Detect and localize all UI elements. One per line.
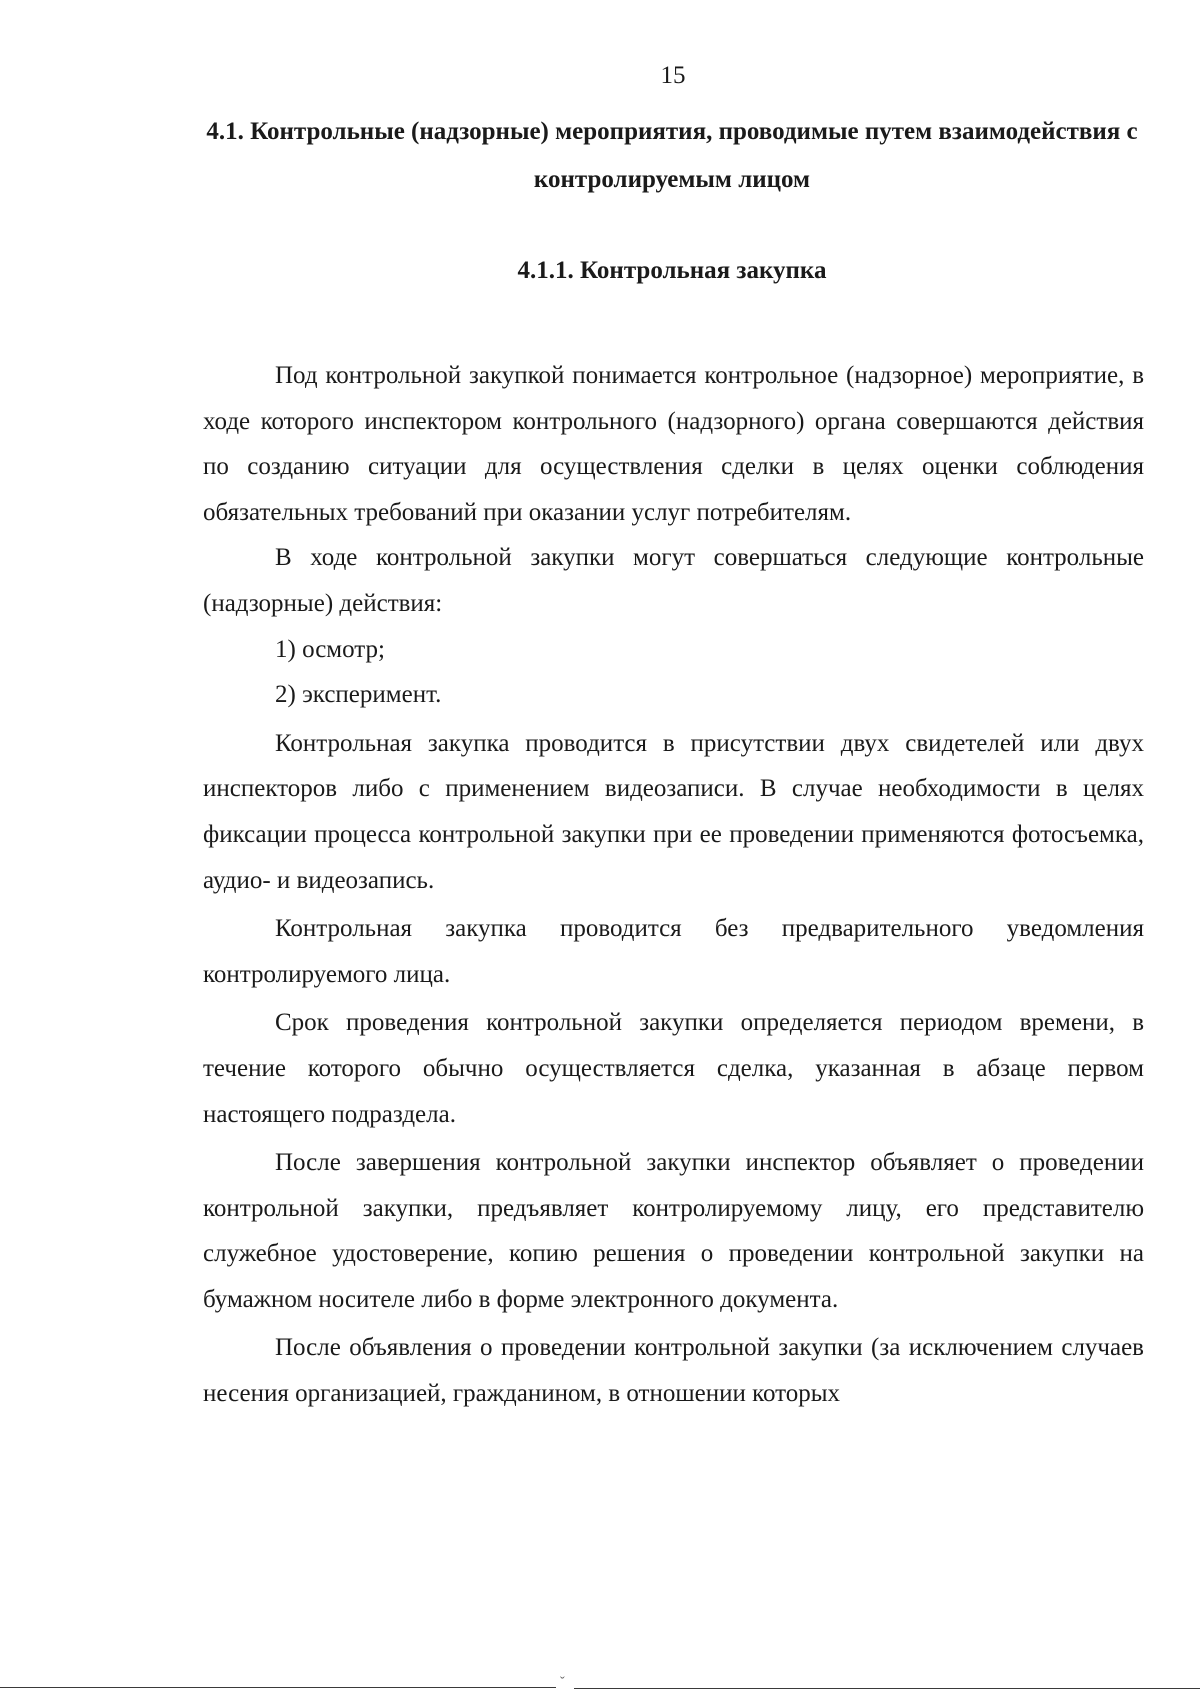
paragraph-duration: Срок проведения контрольной закупки определяется периодом времени, в течение которого обычно осуществляется сделка, указанная в абзаце первом настоящего подраздела. bbox=[203, 1009, 1144, 1128]
bottom-rule-left bbox=[0, 1687, 556, 1688]
section-title: 4.1. Контрольные (надзорные) мероприятия, проводимые путем взаимодействия с контролируемым лицом bbox=[206, 118, 1138, 193]
page-number: 15 bbox=[660, 62, 686, 89]
paragraph-witnesses: Контрольная закупка проводится в присутствии двух свидетелей или двух инспекторов либо с применением видеозаписи. В случае необходимости в целях фиксации процесса контрольной закупки при ее проведении применяются фотосъемка, аудио- и видеозапись. bbox=[203, 729, 1144, 894]
paragraph-actions-intro: В ходе контрольной закупки могут совершаться следующие контрольные (надзорные) действия: bbox=[203, 544, 1144, 617]
paragraph-after-completion: После завершения контрольной закупки инспектор объявляет о проведении контрольной закупки, предъявляет контролируемому лицу, его представителю служебное удостоверение, копию решения о проведении контрольной закупки на бумажном носителе либо в форме электронного документа. bbox=[203, 1149, 1144, 1313]
list-item-inspection: 1) осмотр; bbox=[275, 635, 385, 663]
list-item-experiment: 2) эксперимент. bbox=[275, 681, 442, 709]
subsection-title: 4.1.1. Контрольная закупка bbox=[517, 257, 827, 284]
paragraph-after-announcement: После объявления о проведении контрольной закупки (за исключением случаев несения организацией, гражданином, в отношении которых bbox=[203, 1334, 1144, 1408]
paragraph-no-notice: Контрольная закупка проводится без предварительного уведомления контролируемого лица. bbox=[203, 915, 1144, 988]
bottom-rule-right bbox=[574, 1688, 1200, 1689]
paragraph-definition: Под контрольной закупкой понимается контрольное (надзорное) мероприятие, в ходе которого инспектором контрольного (надзорного) органа совершаются действия по созданию ситуации для осуществления сделки в целях оценки соблюдения обязательных требований при оказании услуг потребителям. bbox=[203, 362, 1144, 526]
document-body bbox=[203, 353, 1144, 1417]
scan-mark: ˇ bbox=[560, 1675, 565, 1690]
